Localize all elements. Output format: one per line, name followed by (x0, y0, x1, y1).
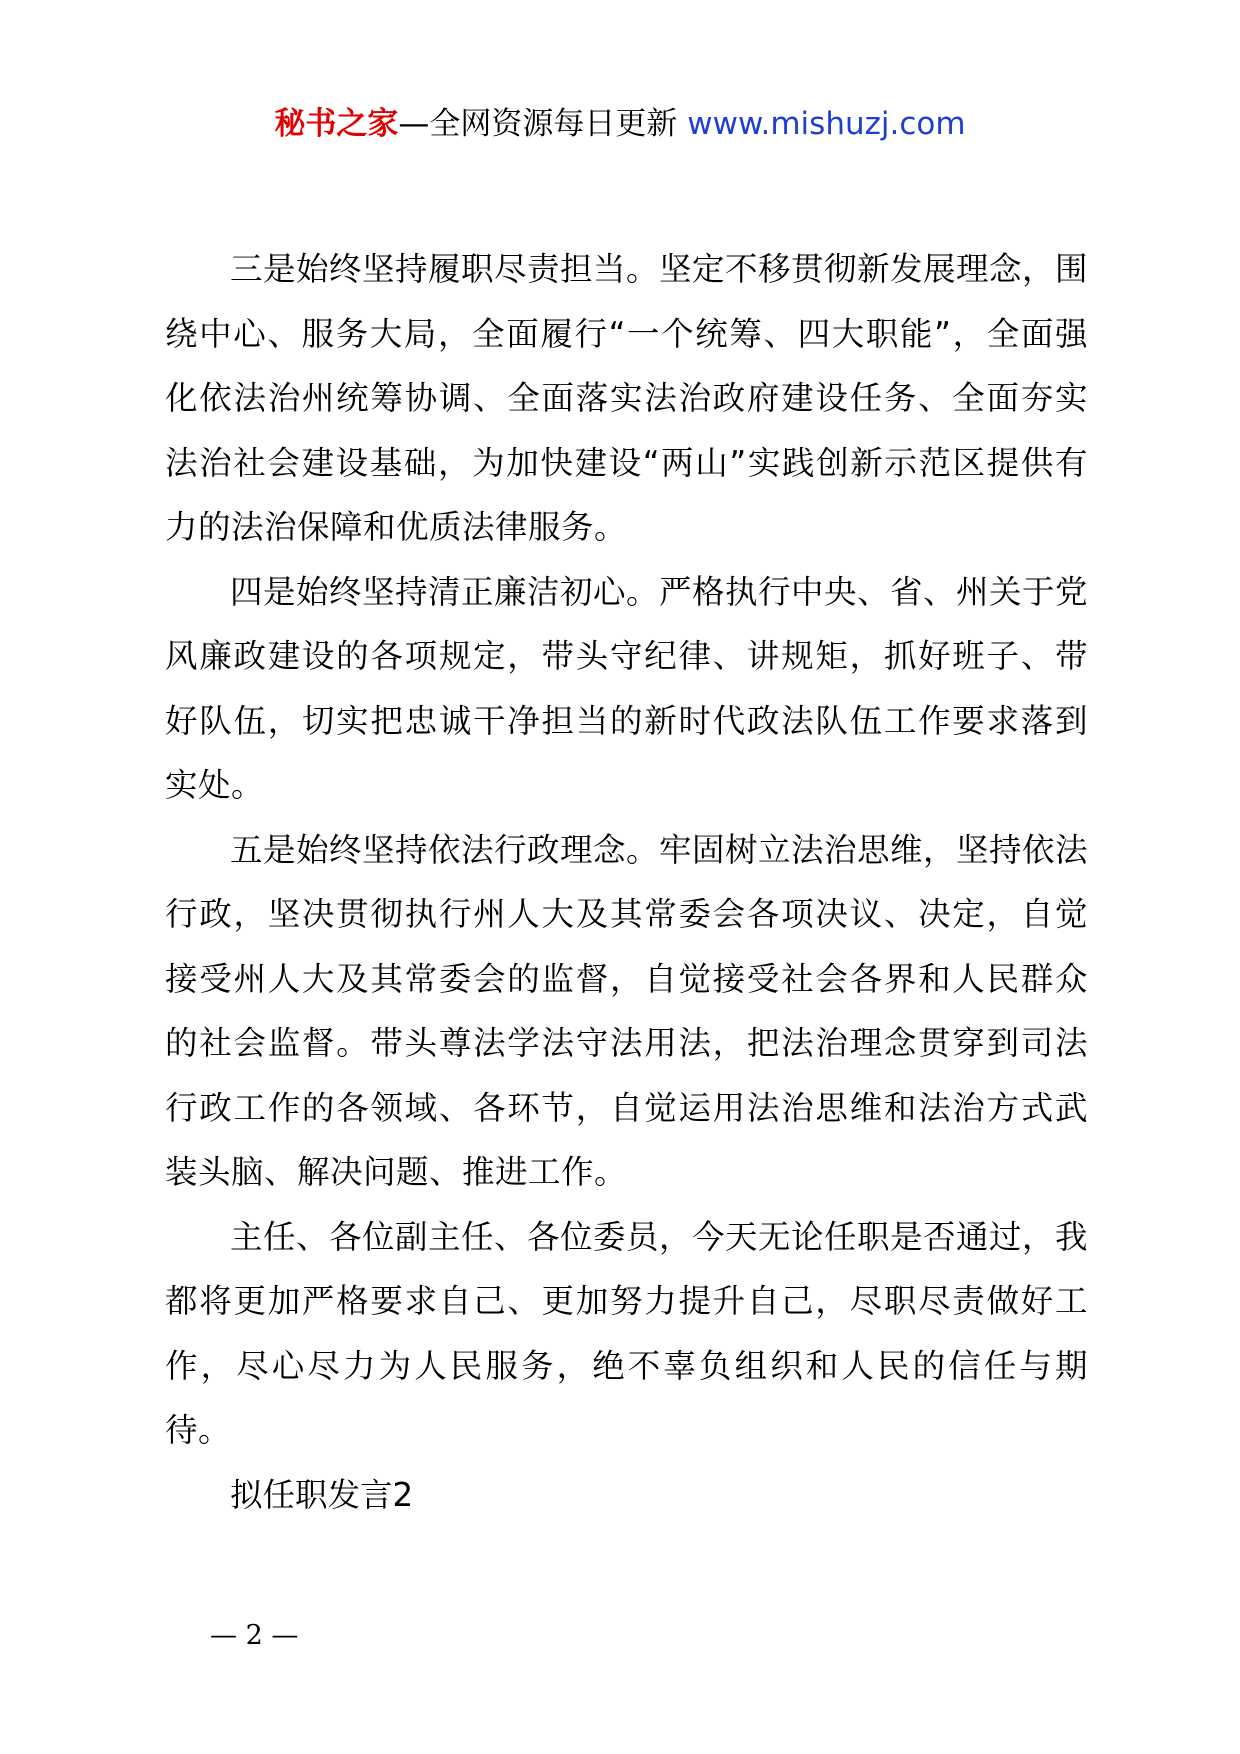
paragraph-integrity: 四是始终坚持清正廉洁初心。严格执行中央、省、州关于党风廉政建设的各项规定，带头守纪律、讲规矩，抓好班子、带好队伍，切实把忠诚干净担当的新时代政法队伍工作要求落到实处。 (165, 572, 1089, 804)
site-brand: 秘书之家 (274, 106, 399, 142)
site-header (0, 100, 1240, 148)
paragraph-duty: 三是始终坚持履职尽责担当。坚定不移贯彻新发展理念，围绕中心、服务大局，全面履行“一个统筹、四大职能”，全面强化依法治州统筹协调、全面落实法治政府建设任务、全面夯实法治社会建设基础，为加快建设“两山”实践创新示范区提供有力的法治保障和优质法律服务。 (165, 250, 1089, 546)
page-number: — 2 — (210, 1620, 299, 1651)
paragraph-closing: 主任、各位副主任、各位委员，今天无论任职是否通过，我都将更加严格要求自己、更加努力提升自己，尽职尽责做好工作，尽心尽力为人民服务，绝不辜负组织和人民的信任与期待。 (165, 1217, 1089, 1449)
site-url[interactable]: www.mishuzj.com (687, 106, 966, 142)
section-heading: 拟任职发言2 (230, 1475, 414, 1514)
paragraph-law: 五是始终坚持依法行政理念。牢固树立法治思维，坚持依法行政，坚决贯彻执行州人大及其常委会各项决议、决定，自觉接受州人大及其常委会的监督，自觉接受社会各界和人民群众的社会监督。带头尊法学法守法用法，把法治理念贯穿到司法行政工作的各领域、各环节，自觉运用法治思维和法治方式武装头脑、解决问题、推进工作。 (165, 830, 1089, 1191)
document-body (165, 237, 1088, 1527)
site-slogan: —全网资源每日更新 (398, 106, 678, 142)
